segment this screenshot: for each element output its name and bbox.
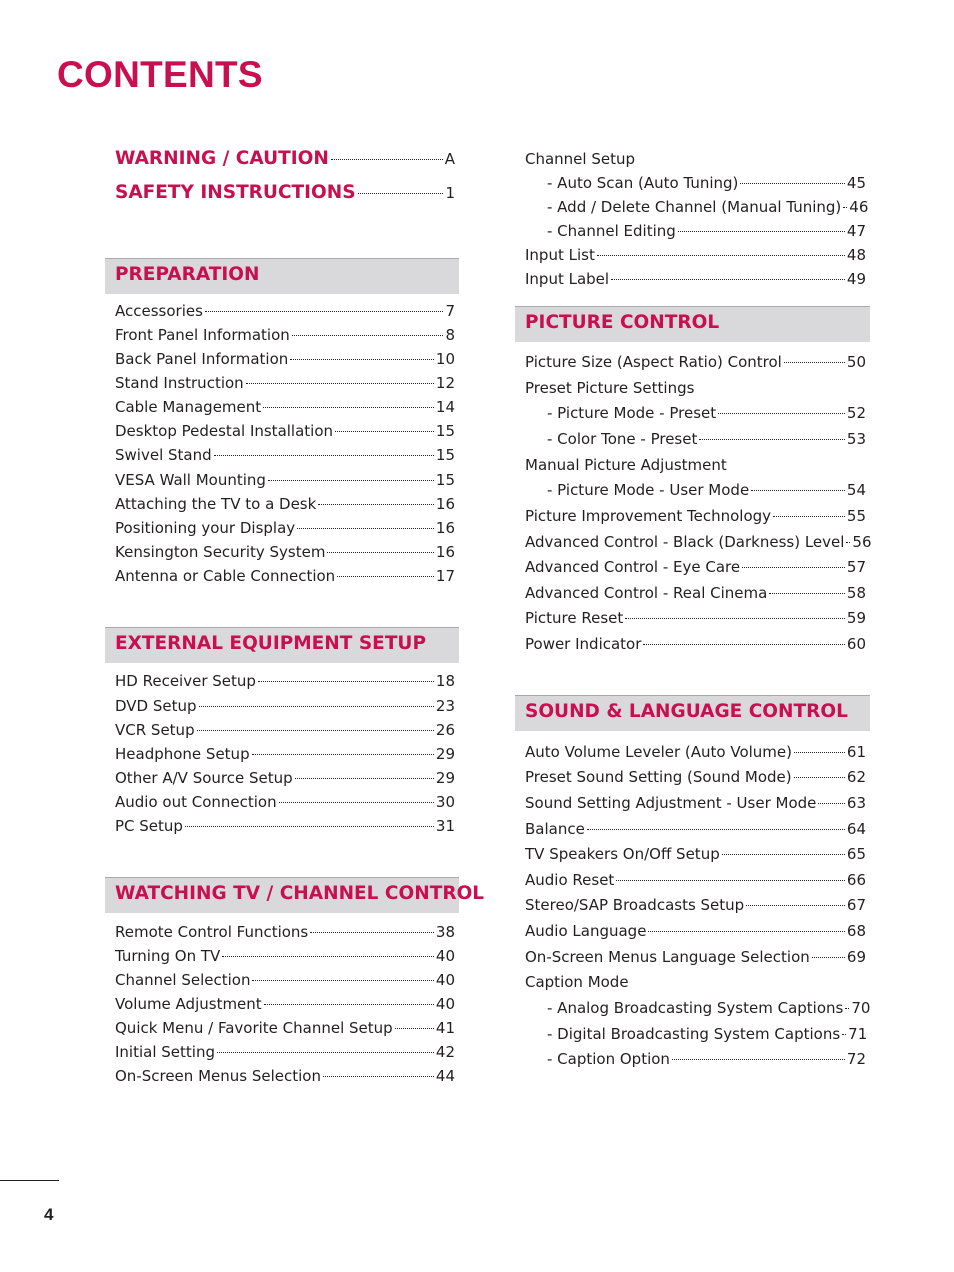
toc-entry[interactable] [115,396,455,418]
toc-label: TV Speakers On/Off Setup [525,845,720,863]
toc-label: Audio Language [525,922,647,940]
toc-page: 62 [846,768,866,786]
toc-entry[interactable] [115,541,455,563]
toc-entry[interactable] [115,743,455,765]
toc-label: Preset Sound Setting (Sound Mode) [525,768,792,786]
toc-page: 18 [435,672,455,690]
toc-page: A [444,150,455,168]
toc-entry[interactable] [115,945,455,967]
toc-entry[interactable] [115,969,455,991]
toc-entry[interactable] [115,469,455,491]
section-header-external [105,627,459,663]
dot-leader [643,644,845,645]
toc-label: HD Receiver Setup [115,672,256,690]
dot-leader [323,1076,434,1077]
toc-page: 29 [435,745,455,763]
toc-entry[interactable] [115,815,455,837]
toc-label: - Caption Option [547,1050,670,1068]
toc-page: 70 [851,999,871,1017]
section-header-watching [105,877,485,913]
toc-entry-warning[interactable] [115,148,455,170]
dot-leader [672,1059,845,1060]
toc-page: 15 [435,422,455,440]
toc-entry[interactable] [115,1041,455,1063]
toc-page: 40 [435,995,455,1013]
toc-label: Input List [525,246,595,264]
toc-entry[interactable] [115,324,455,346]
toc-label: Sound Setting Adjustment - User Mode [525,794,817,812]
dot-leader [217,1052,434,1053]
toc-entry[interactable] [525,531,872,553]
toc-entry[interactable] [525,633,866,655]
toc-page: 46 [849,198,869,216]
toc-page: 67 [846,896,866,914]
toc-page: 55 [846,507,866,525]
toc-label: Advanced Control - Real Cinema [525,584,768,602]
toc-page: 59 [846,609,866,627]
dot-leader [625,618,845,619]
toc-entry[interactable] [115,420,455,442]
toc-page: 40 [435,971,455,989]
dot-leader [337,576,434,577]
toc-page: 23 [435,697,455,715]
toc-label: Front Panel Information [115,326,290,344]
toc-entry-safety[interactable] [115,182,455,204]
dot-leader [742,567,845,568]
dot-leader [318,504,434,505]
dot-leader [335,431,434,432]
section-title: PICTURE CONTROL [525,312,720,333]
toc-label: - Add / Delete Channel (Manual Tuning) [547,198,842,216]
toc-entry[interactable] [547,196,869,218]
toc-label: WARNING / CAUTION [115,148,329,169]
section-header-preparation [105,258,459,294]
toc-page: 8 [445,326,455,344]
dot-leader [185,826,434,827]
toc-label: Positioning your Display [115,519,296,537]
toc-label: Caption Mode [525,973,629,991]
section-header-sound [515,695,870,731]
toc-entry[interactable] [547,428,866,450]
toc-label: Power Indicator [525,635,642,653]
toc-entry[interactable] [115,719,455,741]
toc-page: 45 [846,174,866,192]
toc-label: - Channel Editing [547,222,676,240]
toc-entry[interactable] [525,148,866,170]
toc-page: 29 [435,769,455,787]
toc-entry[interactable] [547,997,871,1019]
toc-entry[interactable] [115,695,455,717]
toc-page: 44 [435,1067,455,1085]
toc-entry[interactable] [525,843,866,865]
dot-leader [268,480,434,481]
toc-entry[interactable] [525,946,866,968]
toc-label: Initial Setting [115,1043,215,1061]
dot-leader [197,730,434,731]
dot-leader [718,413,845,414]
toc-entry[interactable] [525,971,866,993]
toc-page: 47 [846,222,866,240]
dot-leader [264,1004,434,1005]
dot-leader [794,752,845,753]
section-title: SOUND & LANGUAGE CONTROL [525,701,848,722]
dot-leader [812,957,845,958]
toc-entry[interactable] [115,348,455,370]
toc-entry[interactable] [115,517,455,539]
toc-entry[interactable] [525,607,866,629]
toc-label: Channel Setup [525,150,636,168]
toc-label: VCR Setup [115,721,195,739]
dot-leader [252,754,434,755]
toc-label: On-Screen Menus Selection [115,1067,321,1085]
toc-label: Attaching the TV to a Desk [115,495,317,513]
toc-entry[interactable] [525,894,866,916]
section-title: WATCHING TV / CHANNEL CONTROL [115,883,485,904]
toc-entry[interactable] [547,172,866,194]
dot-leader [843,207,847,208]
dot-leader [290,359,434,360]
dot-leader [597,255,845,256]
dot-leader [331,159,443,160]
dot-leader [252,980,433,981]
toc-entry[interactable] [525,556,866,578]
toc-page: 63 [846,794,866,812]
toc-page: 10 [435,350,455,368]
toc-entry[interactable] [547,1048,866,1070]
dot-leader [222,956,434,957]
toc-entry[interactable] [115,372,455,394]
toc-page: 69 [846,948,866,966]
dot-leader [722,854,845,855]
toc-label: VESA Wall Mounting [115,471,266,489]
dot-leader [842,1034,846,1035]
toc-page: 26 [435,721,455,739]
toc-page: 56 [852,533,872,551]
toc-entry[interactable] [115,565,455,587]
toc-page: 40 [435,947,455,965]
toc-label: Picture Improvement Technology [525,507,772,525]
toc-page: 14 [435,398,455,416]
footer-rule [0,1180,59,1181]
toc-label: Input Label [525,270,610,288]
toc-page: 16 [435,519,455,537]
section-title: EXTERNAL EQUIPMENT SETUP [115,633,427,654]
toc-entry[interactable] [525,818,866,840]
section-header-picture [515,306,870,342]
toc-label: Volume Adjustment [115,995,262,1013]
dot-leader [263,407,434,408]
toc-page: 57 [846,558,866,576]
toc-page: 53 [846,430,866,448]
toc-page: 41 [435,1019,455,1037]
dot-leader [587,829,845,830]
toc-entry[interactable] [525,582,866,604]
toc-label: On-Screen Menus Language Selection [525,948,810,966]
toc-label: Headphone Setup [115,745,250,763]
toc-page: 66 [846,871,866,889]
dot-leader [794,777,845,778]
toc-entry[interactable] [115,1065,455,1087]
toc-entry[interactable] [525,377,866,399]
toc-page: 54 [846,481,866,499]
toc-page: 49 [846,270,866,288]
dot-leader [310,932,434,933]
toc-page: 7 [445,302,455,320]
dot-leader [746,905,845,906]
toc-label: Stereo/SAP Broadcasts Setup [525,896,745,914]
toc-label: Desktop Pedestal Installation [115,422,334,440]
dot-leader [214,455,434,456]
toc-label: Preset Picture Settings [525,379,695,397]
toc-entry[interactable] [525,792,866,814]
toc-label: Advanced Control - Eye Care [525,558,741,576]
toc-label: Audio out Connection [115,793,277,811]
toc-entry[interactable] [115,1017,455,1039]
toc-entry[interactable] [525,454,866,476]
toc-entry[interactable] [525,766,866,788]
toc-label: - Digital Broadcasting System Captions [547,1025,841,1043]
toc-label: Manual Picture Adjustment [525,456,727,474]
toc-page: 65 [846,845,866,863]
dot-leader [395,1028,434,1029]
toc-label: Picture Size (Aspect Ratio) Control [525,353,782,371]
toc-entry[interactable] [525,268,866,290]
toc-page: 31 [435,817,455,835]
toc-label: Auto Volume Leveler (Auto Volume) [525,743,792,761]
toc-label: Antenna or Cable Connection [115,567,336,585]
toc-page: 1 [445,184,455,202]
dot-leader [258,681,434,682]
dot-leader [648,931,844,932]
toc-label: Other A/V Source Setup [115,769,293,787]
toc-label: Remote Control Functions [115,923,309,941]
toc-entry[interactable] [525,869,866,891]
toc-page: 60 [846,635,866,653]
dot-leader [678,231,845,232]
dot-leader [740,183,845,184]
toc-entry[interactable] [547,220,866,242]
toc-label: - Color Tone - Preset [547,430,698,448]
toc-page: 50 [846,353,866,371]
toc-entry[interactable] [115,300,455,322]
toc-label: Cable Management [115,398,262,416]
dot-leader [279,802,434,803]
toc-page: 48 [846,246,866,264]
toc-page: 16 [435,495,455,513]
dot-leader [611,279,845,280]
dot-leader [327,552,433,553]
toc-label: Balance [525,820,585,838]
page-number: 4 [44,1205,54,1224]
toc-page: 15 [435,471,455,489]
toc-page: 71 [848,1025,868,1043]
toc-page: 68 [846,922,866,940]
toc-label: - Analog Broadcasting System Captions [547,999,844,1017]
dot-leader [616,880,845,881]
toc-label: Accessories [115,302,203,320]
toc-page: 15 [435,446,455,464]
dot-leader [199,706,434,707]
section-title: PREPARATION [115,264,260,285]
toc-entry[interactable] [525,741,866,763]
toc-label: PC Setup [115,817,183,835]
toc-entry[interactable] [525,920,866,942]
toc-label: Kensington Security System [115,543,326,561]
toc-entry[interactable] [525,244,866,266]
dot-leader [246,383,434,384]
toc-label: Audio Reset [525,871,615,889]
toc-entry[interactable] [115,993,455,1015]
dot-leader [751,490,845,491]
toc-page: 52 [846,404,866,422]
toc-entry[interactable] [547,402,866,424]
dot-leader [784,362,845,363]
toc-label: DVD Setup [115,697,197,715]
dot-leader [846,542,850,543]
toc-entry[interactable] [115,493,455,515]
toc-entry[interactable] [115,767,455,789]
toc-page: 42 [435,1043,455,1061]
dot-leader [699,439,845,440]
toc-page: 64 [846,820,866,838]
toc-page: 72 [846,1050,866,1068]
dot-leader [769,593,845,594]
toc-label: Turning On TV [115,947,221,965]
toc-label: - Picture Mode - User Mode [547,481,750,499]
toc-label: Swivel Stand [115,446,212,464]
toc-page: 12 [435,374,455,392]
toc-label: SAFETY INSTRUCTIONS [115,182,356,203]
toc-label: Advanced Control - Black (Darkness) Level [525,533,845,551]
toc-label: Back Panel Information [115,350,289,368]
toc-entry[interactable] [547,479,866,501]
dot-leader [292,335,444,336]
toc-entry[interactable] [115,444,455,466]
toc-label: Picture Reset [525,609,624,627]
toc-page: 61 [846,743,866,761]
toc-label: Channel Selection [115,971,251,989]
dot-leader [818,803,845,804]
toc-entry[interactable] [525,351,866,373]
toc-page: 30 [435,793,455,811]
toc-entry[interactable] [547,1023,866,1045]
toc-page: 38 [435,923,455,941]
dot-leader [297,528,434,529]
dot-leader [773,516,845,517]
toc-label: Stand Instruction [115,374,244,392]
toc-label: - Picture Mode - Preset [547,404,717,422]
toc-page: 58 [846,584,866,602]
toc-entry[interactable] [115,921,455,943]
toc-label: Quick Menu / Favorite Channel Setup [115,1019,393,1037]
toc-entry[interactable] [115,791,455,813]
dot-leader [358,193,444,194]
dot-leader [845,1008,849,1009]
dot-leader [295,778,434,779]
toc-entry[interactable] [525,505,866,527]
toc-page: 16 [435,543,455,561]
toc-page: 17 [435,567,455,585]
toc-label: - Auto Scan (Auto Tuning) [547,174,739,192]
dot-leader [205,311,444,312]
toc-entry[interactable] [115,670,455,692]
page-title: CONTENTS [57,54,263,95]
